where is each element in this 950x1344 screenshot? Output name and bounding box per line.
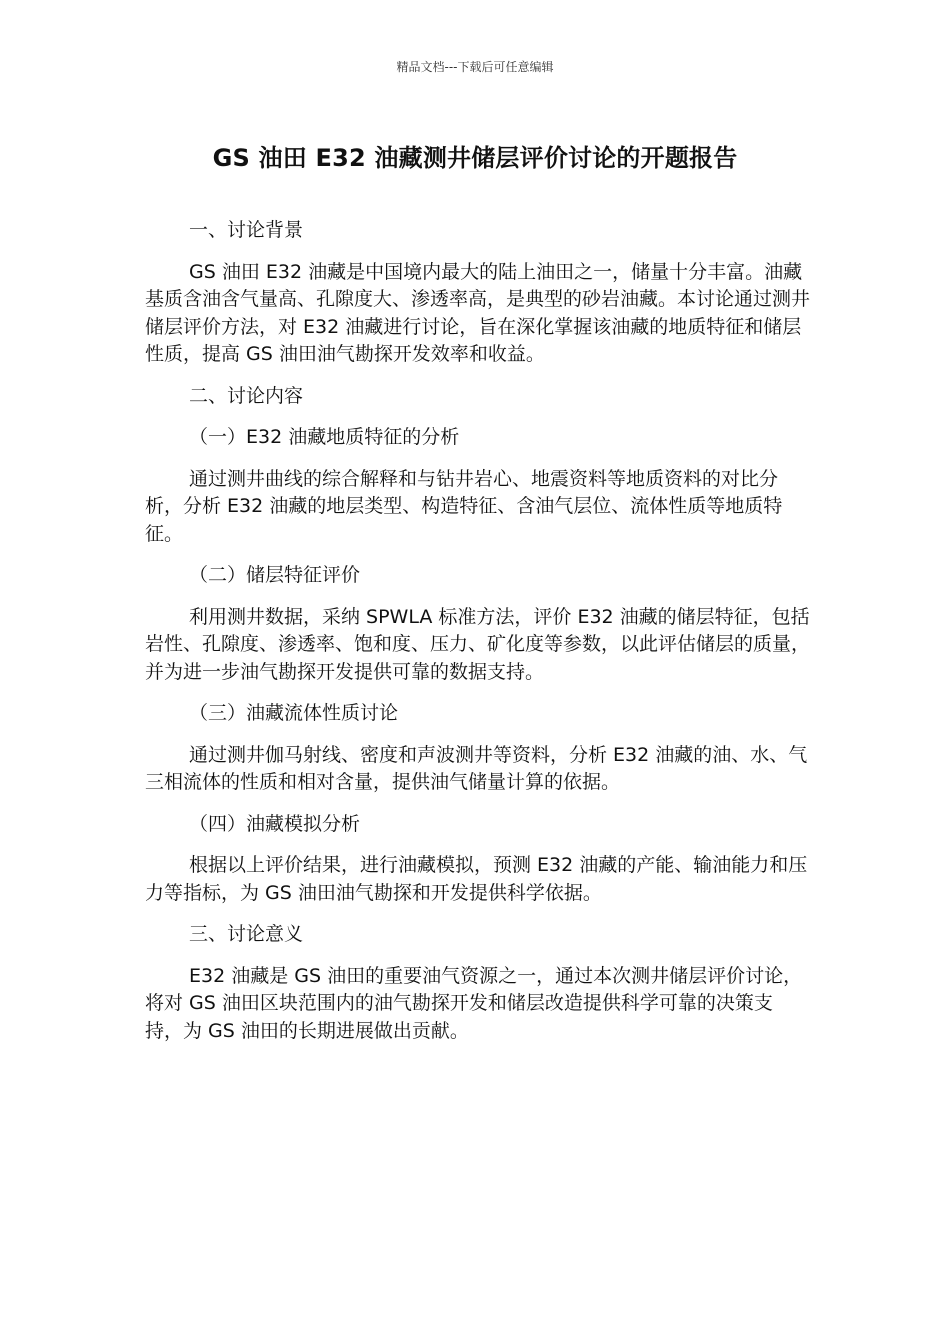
- simulation-paragraph: 根据以上评价结果，进行油藏模拟，预测 E32 油藏的产能、输油能力和压力等指标，为 GS 油田油气勘探和开发提供科学依据。: [145, 854, 808, 904]
- document-title: GS 油田 E32 油藏测井储层评价讨论的开题报告: [212, 144, 738, 172]
- section-heading-content: 二、讨论内容: [189, 384, 304, 407]
- section-heading-background: 一、讨论背景: [189, 219, 304, 241]
- document-body: [145, 217, 810, 1059]
- geology-paragraph: 通过测井曲线的综合解释和与钻井岩心、地震资料等地质资料的对比分析，分析 E32 油藏的地层类型、构造特征、含油气层位、流体性质等地质特征。: [145, 467, 783, 545]
- background-paragraph: GS 油田 E32 油藏是中国境内最大的陆上油田之一，储量十分丰富。油藏基质含油含气量高、孔隙度大、渗透率高，是典型的砂岩油藏。本讨论通过测井储层评价方法，对 E32 油藏进行讨论，旨在深化掌握该油藏的地质特征和储层性质，提高 GS 油田油气勘探开发效率和收益。: [145, 260, 811, 365]
- section-heading-significance: 三、讨论意义: [189, 923, 304, 945]
- subsection-heading-simulation: （四）油藏模拟分析: [189, 812, 361, 835]
- reservoir-paragraph: 利用测井数据，采纳 SPWLA 标准方法，评价 E32 油藏的储层特征，包括岩性、孔隙度、渗透率、饱和度、压力、矿化度等参数，以此评估储层的质量，并为进一步油气勘探开发提供可靠的数据支持。: [145, 605, 811, 683]
- subsection-heading-fluid: （三）油藏流体性质讨论: [189, 702, 399, 724]
- subsection-heading-geology: （一）E32 油藏地质特征的分析: [189, 426, 460, 448]
- subsection-heading-reservoir: （二）储层特征评价: [189, 564, 361, 586]
- header-note: 精品文档---下载后可任意编辑: [396, 60, 554, 74]
- fluid-paragraph: 通过测井伽马射线、密度和声波测井等资料，分析 E32 油藏的油、水、气三相流体的性质和相对含量，提供油气储量计算的依据。: [145, 743, 808, 793]
- significance-paragraph: E32 油藏是 GS 油田的重要油气资源之一，通过本次测井储层评价讨论，将对 GS 油田区块范围内的油气勘探开发和储层改造提供科学可靠的决策支持，为 GS 油田的长期进展做出贡献。: [145, 964, 803, 1042]
